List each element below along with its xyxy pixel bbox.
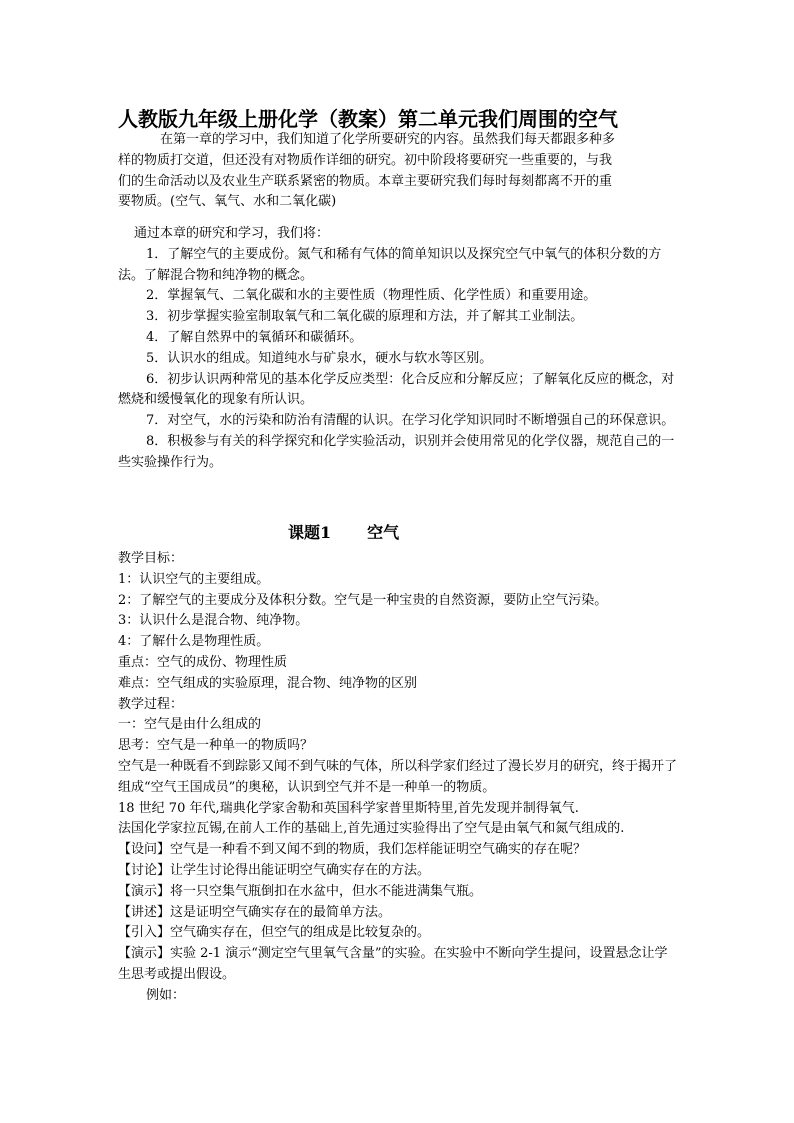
goal-item: 2．掌握氧气、二氧化碳和水的主要性质（物理性质、化学性质）和重要用途。 bbox=[146, 288, 597, 304]
goal-item: 3．初步掌握实验室制取氧气和二氧化碳的原理和方法，并了解其工业制法。 bbox=[146, 309, 584, 325]
example-line: 例如： bbox=[146, 987, 186, 1003]
goal-item: 5．认识水的组成。知道纯水与矿泉水，硬水与软水等区别。 bbox=[146, 350, 493, 366]
step-line: 【设问】空气是一种看不到又闻不到的物质，我们怎样能证明空气确实的存在呢？ bbox=[118, 842, 587, 858]
step-line: 【引入】空气确实存在，但空气的组成是比较复杂的。 bbox=[118, 925, 431, 941]
lesson-line: 教学过程： bbox=[118, 696, 184, 712]
intro-line: 们的生命活动以及农业生产联系紧密的物质。本章主要研究我们每时每刻都离不开的重 bbox=[118, 173, 613, 189]
intro-line: 要物质。(空气、氧气、水和二氧化碳) bbox=[118, 194, 337, 210]
lesson-name: 空气 bbox=[367, 523, 400, 542]
goal-item: 8．积极参与有关的科学探究和化学实验活动，识别并会使用常见的化学仪器，规范自己的一些实验操作行为。 bbox=[118, 433, 675, 470]
demo-paragraph: 【演示】实验 2-1 演示“测定空气里氧气含量”的实验。在实验中不断向学生提问，设置悬念让学生思考或提出假设。 bbox=[118, 946, 668, 982]
unit-goals bbox=[118, 224, 678, 474]
step-line: 【讨论】让学生讨论得出能证明空气确实存在的方法。 bbox=[118, 862, 431, 878]
lesson-number: 课题1 bbox=[288, 523, 332, 542]
goal-item: 1．了解空气的主要成份。氮气和稀有气体的简单知识以及探究空气中氧气的体积分数的方法。了解混合物和纯净物的概念。 bbox=[118, 246, 662, 283]
goals-lead: 通过本章的研究和学习，我们将： bbox=[134, 226, 330, 241]
goal-item: 7．对空气，水的污染和防治有清醒的认识。在学习化学知识同时不断增强自己的环保意识。 bbox=[146, 413, 675, 429]
lesson-heading bbox=[288, 521, 399, 545]
lesson-line: 思考：空气是一种单一的物质吗？ bbox=[118, 738, 314, 754]
lesson-line: 2：了解空气的主要成分及体积分数。空气是一种宝贵的自然资源，要防止空气污染。 bbox=[118, 592, 608, 608]
intro-paragraph bbox=[118, 130, 678, 213]
history-paragraph: 空气是一种既看不到踪影又闻不到气味的气体，所以科学家们经过了漫长岁月的研究，终于揭开了组成“空气王国成员”的奥秘，认识到空气并不是一种单一的物质。 bbox=[118, 758, 678, 795]
lesson-line: 重点：空气的成份、物理性质 bbox=[118, 654, 288, 670]
goal-item: 6．初步认识两种常见的基本化学反应类型：化合反应和分解反应；了解氧化反应的概念，对燃烧和缓慢氧化的现象有所认识。 bbox=[118, 371, 675, 408]
lesson-line: 4：了解什么是物理性质。 bbox=[118, 634, 270, 650]
intro-line: 在第一章的学习中，我们知道了化学所要研究的内容。虽然我们每天都跟多种多 bbox=[160, 132, 616, 147]
discovery-line: 法国化学家拉瓦锡,在前人工作的基础上,首先通过实验得出了空气是由氧气和氮气组成的. bbox=[118, 821, 625, 837]
lesson-line: 3：认识什么是混合物、纯净物。 bbox=[118, 613, 309, 629]
discovery-line: 18 世纪 70 年代,瑞典化学家舍勒和英国科学家普里斯特里,首先发现并制得氧气. bbox=[118, 800, 579, 816]
lesson-line: 难点：空气组成的实验原理，混合物、纯净物的区别 bbox=[118, 675, 418, 691]
lesson-line: 1：认识空气的主要组成。 bbox=[118, 571, 270, 587]
step-line: 【讲述】这是证明空气确实存在的最简单方法。 bbox=[118, 904, 392, 920]
document-title: 人教版九年级上册化学（教案）第二单元我们周围的空气 bbox=[118, 107, 618, 131]
lesson-line: 一：空气是由什么组成的 bbox=[118, 717, 262, 733]
intro-line: 样的物质打交道，但还没有对物质作详细的研究。初中阶段将要研究一些重要的，与我 bbox=[118, 152, 613, 168]
goal-item: 4．了解自然界中的氧循环和碳循环。 bbox=[146, 329, 363, 345]
lesson-body bbox=[118, 549, 678, 1007]
step-line: 【演示】将一只空集气瓶倒扣在水盆中，但水不能进满集气瓶。 bbox=[118, 883, 483, 899]
lesson-line: 教学目标： bbox=[118, 551, 184, 566]
